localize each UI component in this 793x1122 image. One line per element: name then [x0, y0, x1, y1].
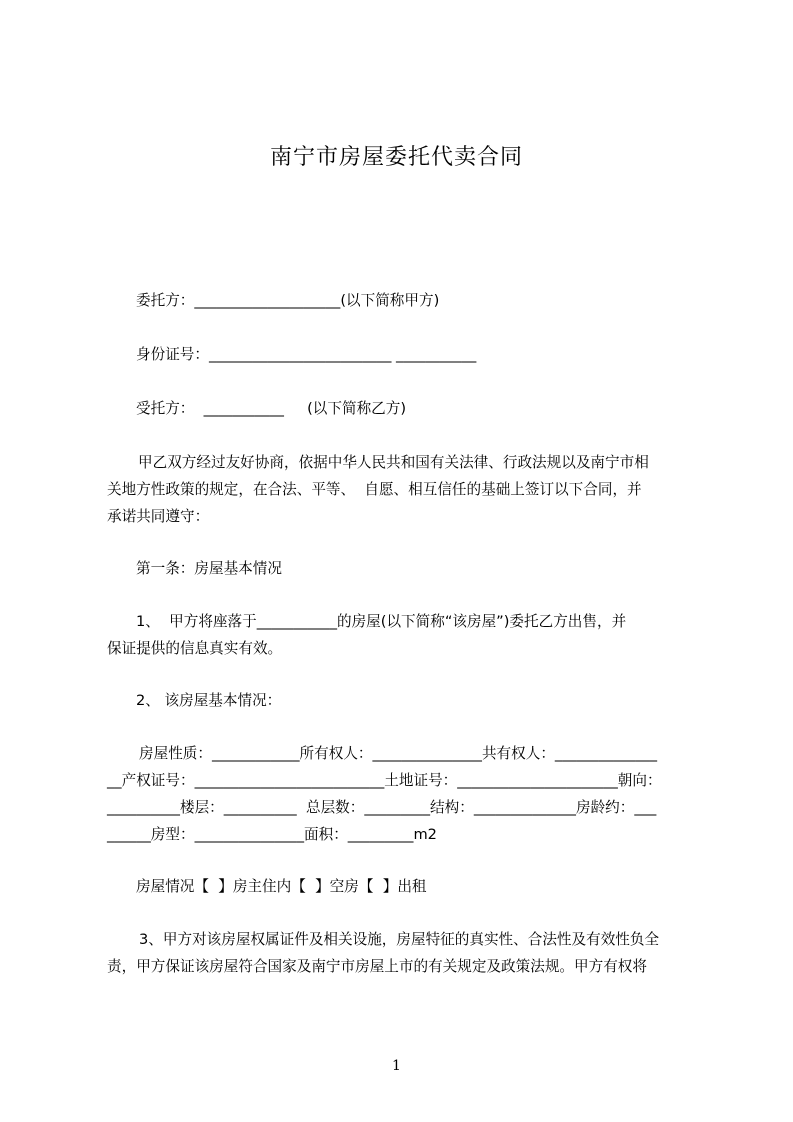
property-status-line: 房屋情况【 】房主住内【 】空房【 】出租	[136, 878, 427, 895]
clause-3-line-1: 3、甲方对该房屋权属证件及相关设施，房屋特征的真实性、合法性及有效性负全	[139, 931, 660, 948]
article-one-heading: 第一条：房屋基本情况	[136, 560, 282, 577]
property-info-line-3: __________楼层：__________ 总层数：_________结构：______________房龄约：___	[107, 799, 657, 816]
clause-1-line-1: 1、 甲方将座落于___________的房屋(以下简称“该房屋”)委托乙方出售，并	[136, 613, 627, 630]
agent-line: 受托方： ___________ (以下简称乙方)	[136, 400, 407, 417]
clause-2-heading: 2、 该房屋基本情况：	[136, 692, 282, 709]
preamble-line-3: 承诺共同遵守：	[107, 508, 210, 525]
page-number: 1	[392, 1058, 401, 1074]
clause-3-line-2: 责，甲方保证该房屋符合国家及南宁市房屋上市的有关规定及政策法规。甲方有权将	[107, 958, 647, 975]
id-number-line: 身份证号：_________________________ ___________	[136, 346, 477, 363]
preamble-line-2: 关地方性政策的规定，在合法、平等、 自愿、相互信任的基础上签订以下合同，并	[107, 481, 642, 498]
property-info-line-2: __产权证号：__________________________土地证号：______________________朝向：	[107, 772, 662, 789]
clause-1-line-2: 保证提供的信息真实有效。	[107, 640, 283, 657]
property-info-line-4: ______房型：_______________面积：_________m2	[107, 826, 437, 843]
client-line: 委托方：____________________(以下简称甲方)	[136, 292, 440, 309]
preamble-line-1: 甲乙双方经过友好协商，依据中华人民共和国有关法律、行政法规以及南宁市相	[138, 454, 649, 471]
contract-title: 南宁市房屋委托代卖合同	[269, 145, 523, 170]
property-info-line-1: 房屋性质：____________所有权人：_______________共有权人：______________	[139, 745, 658, 762]
